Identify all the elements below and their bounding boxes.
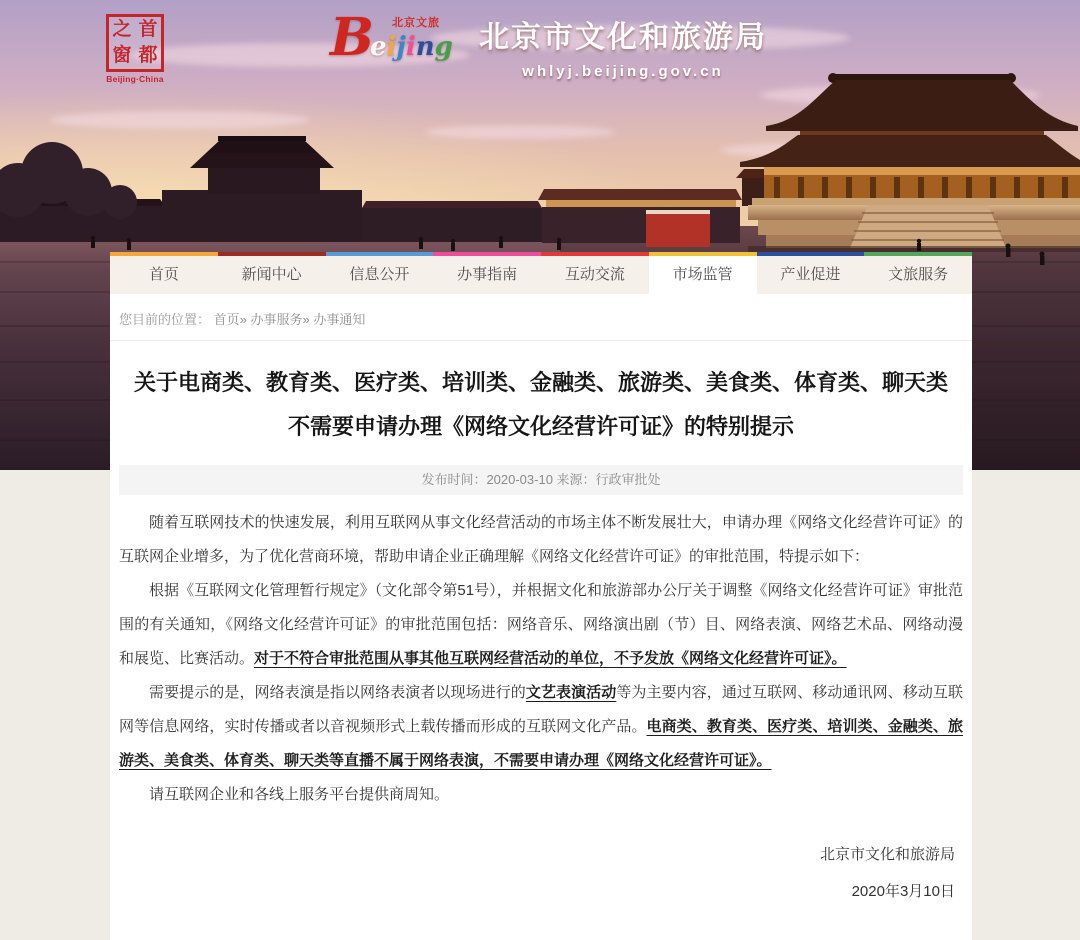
article-paragraph: 请互联网企业和各线上服务平台提供商周知。 (149, 786, 450, 803)
signature-line: 2020年3月10日 (851, 883, 955, 900)
breadcrumb (110, 294, 972, 341)
emphasized-text: 电商类、教育类、医疗类、培训类、金融类、旅游类、美食类、体育类、聊天类等直播不属于网络表演，不需要申请办理《网络文化经营许可证》。 (119, 718, 963, 769)
seal-char: 之 (112, 19, 132, 40)
seal-char: 都 (138, 45, 158, 66)
article-paragraph: 需要提示的是，网络表演是指以网络表演者以现场进行的文艺表演活动等为主要内容，通过互联网、移动通讯网、移动互联网等信息网络，实时传播或者以音视频形式上载传播而形成的互联网文化产品。电商类、教育类、医疗类、培训类、金融类、旅游类、美食类、体育类、聊天类等直播不属于网络表演，不需要申请办理《网络文化经营许可证》。 (119, 684, 963, 769)
signature-block (119, 836, 963, 910)
seal-caption: Beijing·China (106, 74, 164, 84)
main-nav (110, 256, 972, 294)
nav-item-industry[interactable]: 产业促进 (780, 266, 841, 283)
article (110, 361, 972, 940)
article-body (119, 506, 963, 812)
site-title: 北京市文化和旅游局 (479, 21, 767, 54)
nav-item-guide[interactable]: 办事指南 (457, 266, 518, 283)
breadcrumb-label: 您目前的位置： (119, 312, 211, 327)
nav-item-interact[interactable]: 互动交流 (564, 266, 625, 283)
publish-meta: 发布时间：2020-03-10 来源：行政审批处 (119, 465, 963, 495)
article-paragraph: 根据《互联网文化管理暂行规定》（文化部令第51号），并根据文化和旅游部办公厅关于调整《网络文化经营许可证》审批范围的有关通知，《网络文化经营许可证》的审批范围包括：网络音乐、网络演出剧（节）目、网络表演、网络艺术品、网络动漫和展览、比赛活动。对于不符合审批范围从事其他互联网经营活动的单位，不予发放《网络文化经营许可证》。 (119, 582, 963, 667)
content-panel (110, 252, 972, 940)
wordmark-letter: j (396, 32, 406, 62)
site-url: whlyj.beijing.gov.cn (522, 63, 724, 80)
article-paragraph: 随着互联网技术的快速发展，利用互联网从事文化经营活动的市场主体不断发展壮大，申请办理《网络文化经营许可证》的互联网企业增多，为了优化营商环境，帮助申请企业正确理解《网络文化经营许可证》的审批范围，特提示如下： (119, 514, 963, 565)
wordmark-letter: g (434, 32, 453, 62)
beijing-wordmark-caption: 北京文旅 (392, 17, 440, 29)
nav-item-news[interactable]: 新闻中心 (241, 266, 302, 283)
nav-item-market[interactable]: 市场监管 (649, 256, 757, 294)
wordmark-letter: B (330, 7, 374, 68)
breadcrumb-path[interactable]: 首页» 办事服务» 办事通知 (213, 312, 366, 327)
wordmark-letter: n (415, 32, 435, 62)
seal-characters (106, 14, 164, 72)
wordmark-letter: i (386, 32, 397, 62)
wordmark-letter: e (369, 32, 387, 62)
nav-item-service[interactable]: 文旅服务 (888, 266, 949, 283)
seal-char: 首 (138, 19, 158, 40)
signature-line: 北京市文化和旅游局 (819, 846, 955, 863)
capital-window-logo[interactable] (104, 14, 166, 84)
emphasized-text: 对于不符合审批范围从事其他互联网经营活动的单位，不予发放《网络文化经营许可证》。 (254, 650, 847, 667)
masthead (0, 0, 1080, 250)
article-title: 关于电商类、教育类、医疗类、培训类、金融类、旅游类、美食类、体育类、聊天类不需要申请办理《网络文化经营许可证》的特别提示 (133, 370, 948, 439)
nav-item-home[interactable]: 首页 (148, 266, 179, 283)
seal-char: 窗 (112, 45, 132, 66)
wordmark-letter: i (405, 32, 416, 62)
nav-item-info[interactable]: 信息公开 (349, 266, 410, 283)
emphasized-text: 文艺表演活动 (525, 684, 617, 701)
